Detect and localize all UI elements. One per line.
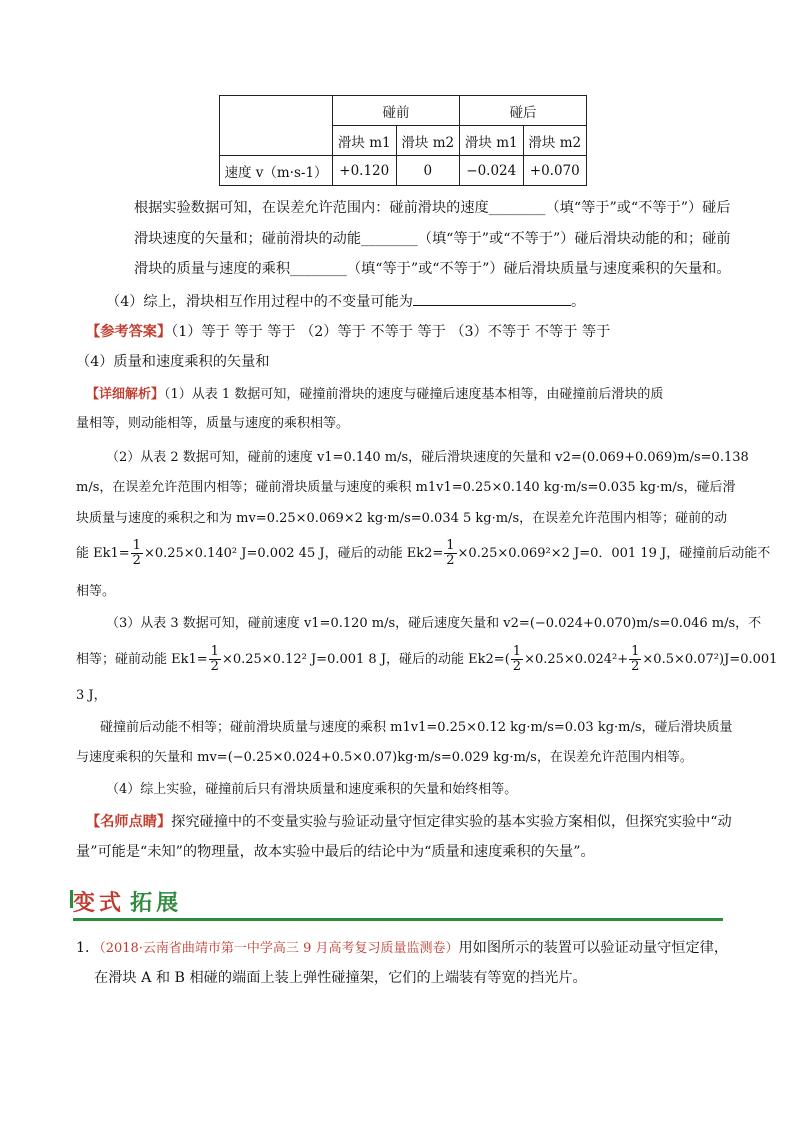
answer-line-2: （4）质量和速度乘积的矢量和 [76,354,270,370]
p3b-post: ×0.5×0.07²)J=0.001 [642,652,778,667]
analysis-p2d [76,538,770,570]
fraction-half: $\frac{1}{2}$ [631,644,640,674]
analysis-p3b [76,644,777,676]
p3b-mid: ×0.25×0.12² J=0.001 8 J，碰后的动能 Ek2=( [221,652,510,667]
header-before: 碰前 [333,96,460,126]
q4-blank [413,291,571,306]
section-underline [73,918,723,921]
value-cell: +0.120 [333,156,397,186]
row-label: 速度 v（m·s-1） [220,156,333,186]
col-header-3: 滑块 m1 [460,126,524,156]
p2d-post: ×0.25×0.069²×2 J=0．001 19 J，碰撞前后动能不 [457,546,771,561]
answer-text: （1）等于 等于 等于 （2）等于 不等于 等于 （3）不等于 不等于 等于 [171,324,611,340]
fraction-half: $\frac{1}{2}$ [210,644,219,674]
col-header-1: 滑块 m1 [333,126,397,156]
analysis-p2b: m/s，在误差允许范围内相等；碰前滑块质量与速度的乘积 m1v1=0.25×0.140 kg·m/s=0.035 kg·m/s，碰后滑 [76,480,736,495]
fraction-half: $\frac{1}{2}$ [512,644,522,674]
col-header-4: 滑块 m2 [523,126,587,156]
fraction-half: $\frac{1}{2}$ [446,538,455,568]
exercise-text-1: 用如图所示的装置可以验证动量守恒定律， [458,940,729,956]
answer-line-1 [86,322,610,342]
q3-line-3: 滑块的质量与速度的乘积________（填“等于”或“不等于”）碰后滑块质量与速度乘积的矢量和。 [134,261,731,277]
tip-text-1: 探究碰撞中的不变量实验与验证动量守恒定律实验的基本实验方案相似，但探究实验中“动 [171,814,732,830]
fraction-half: $\frac{1}{2}$ [132,538,141,568]
q4-end: 。 [570,294,586,310]
analysis-p2a: （2）从表 2 数据可知，碰前的速度 v1=0.140 m/s，碰后滑块速度的矢量和 v2=(0.069+0.069)m/s=0.138 [106,450,749,465]
p2d-pre: 能 Ek1= [76,546,130,561]
section-heading [73,886,182,917]
tip-line-1 [86,812,732,832]
value-cell: +0.070 [523,156,587,186]
p3b-mid2: ×0.25×0.024²+ [524,652,629,667]
q3-line-2: 滑块速度的矢量和；碰前滑块的动能________（填“等于”或“不等于”）碰后滑块动能的和；碰前 [134,231,731,247]
velocity-table [219,95,587,186]
exercise-line-1 [76,938,728,959]
q3-line-1: 根据实验数据可知，在误差允许范围内：碰前滑块的速度________（填“等于”或“不等于”）碰后 [134,200,731,216]
table-corner-cell [220,96,333,156]
p2d-mid: ×0.25×0.140² J=0.002 45 J，碰后的动能 Ek2= [143,546,444,561]
analysis-p2e: 相等。 [76,584,116,599]
analysis-p3c: 3 J， [76,688,107,703]
q4-text: （4）综上，滑块相互作用过程中的不变量可能为 [106,294,413,310]
analysis-p4: （4）综上实验，碰撞前后只有滑块质量和速度乘积的矢量和始终相等。 [106,782,518,797]
value-cell: 0 [396,156,460,186]
tip-tag: 【名师点睛】 [86,814,172,830]
header-after: 碰后 [460,96,587,126]
analysis-p2c: 块质量与速度的乘积之和为 mv=0.25×0.069×2 kg·m/s=0.034 5 kg·m/s，在误差允许范围内相等；碰前的动 [76,511,728,526]
col-header-2: 滑块 m2 [396,126,460,156]
analysis-p3d: 碰撞前后动能不相等；碰前滑块质量与速度的乘积 m1v1=0.25×0.12 kg·m/s=0.03 kg·m/s，碰后滑块质量 [100,720,733,735]
analysis-p1a: （1）从表 1 数据可知，碰撞前滑块的速度与碰撞后速度基本相等，由碰撞前后滑块的质 [164,387,664,402]
q4-line [106,291,585,312]
answer-tag: 【参考答案】 [86,324,172,340]
analysis-line-1 [86,385,663,405]
exercise-line-2: 在滑块 A 和 B 相碰的端面上装上弹性碰撞架，它们的上端装有等宽的挡光片。 [94,970,587,986]
analysis-p3a: （3）从表 3 数据可知，碰前速度 v1=0.120 m/s，碰后速度矢量和 v2=(−0.024+0.070)m/s=0.046 m/s，不 [106,616,762,631]
section-title-green: 拓展 [130,890,183,916]
tip-line-2: 量”可能是“未知”的物理量，故本实验中最后的结论中为“质量和速度乘积的矢量”。 [76,844,595,860]
value-cell: −0.024 [460,156,524,186]
section-tick [70,890,73,908]
analysis-tag: 【详细解析】 [86,387,165,402]
p3b-pre: 相等；碰前动能 Ek1= [76,652,208,667]
exercise-source: （2018·云南省曲靖市第一中学高三 9 月高考复习质量监测卷） [99,941,459,956]
exercise-number: 1． [76,940,100,956]
section-title-red: 变式 [73,890,126,916]
analysis-p1b: 量相等，则动能相等，质量与速度的乘积相等。 [76,416,350,431]
analysis-p3e: 与速度乘积的矢量和 mv=(−0.25×0.024+0.5×0.07)kg·m/s=0.029 kg·m/s，在误差允许范围内相等。 [76,750,693,765]
